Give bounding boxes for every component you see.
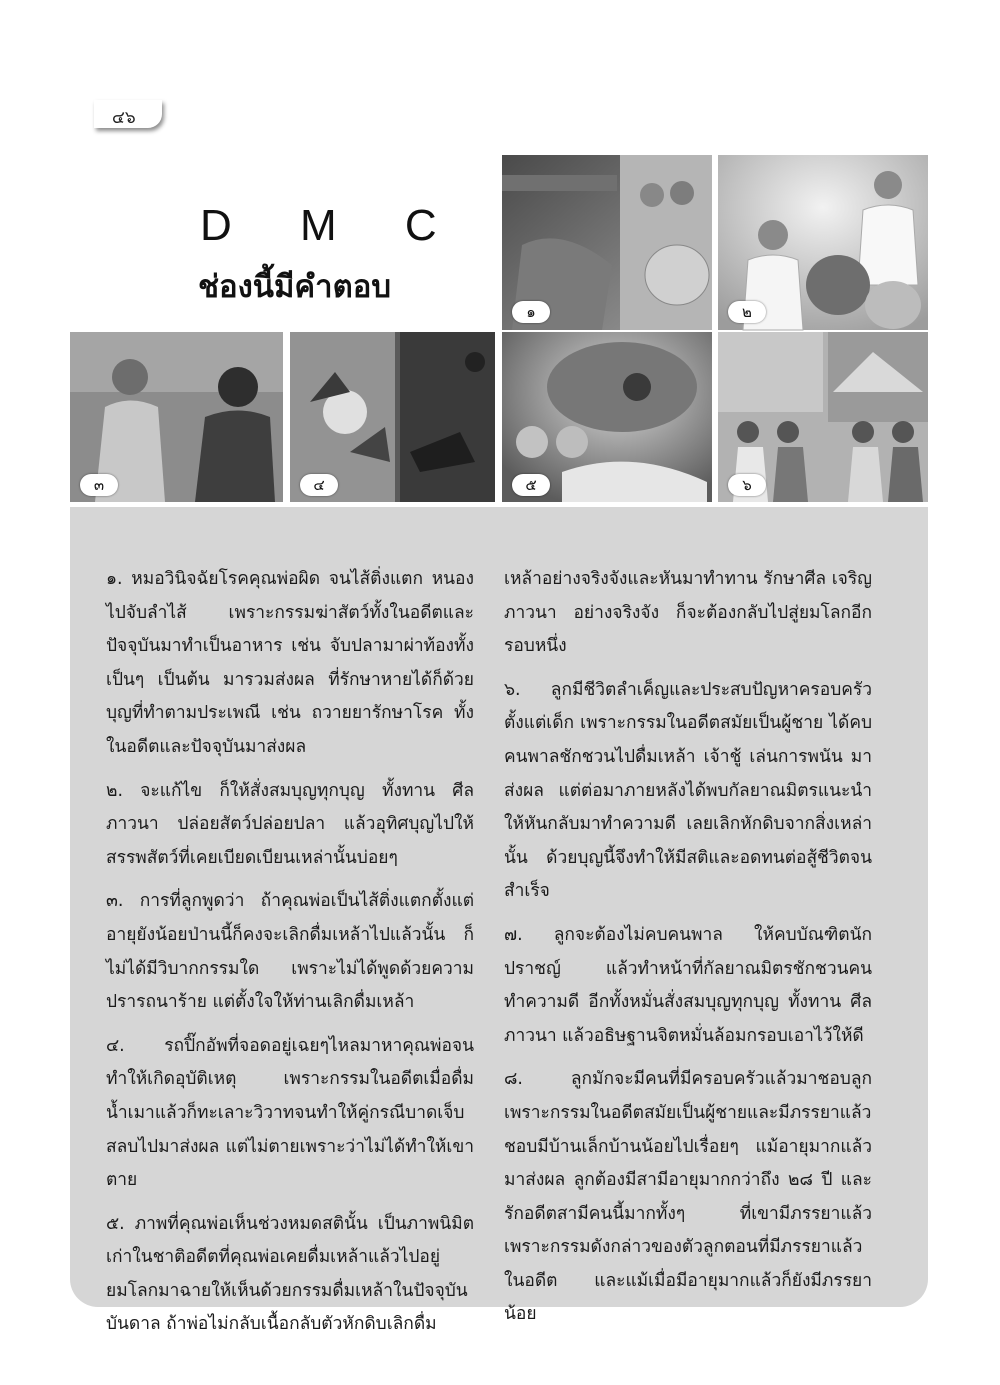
answer-paragraph: ๒. จะแก้ไข ก็ให้สั่งสมบุญทุกบุญ ทั้งทาน ศีล ภาวนา ปล่อยสัตว์ปล่อยปลา แล้วอุทิศบุญไปให้สรรพสัตว์ที่เคยเบียดเบียนเหล่านั้นบ่อยๆ	[106, 780, 474, 868]
answer-paragraph: ๔. รถปิ๊กอัพที่จอดอยู่เฉยๆไหลมาหาคุณพ่อจนทำให้เกิดอุบัติเหตุ เพราะกรรมในอดีตเมื่อดื่มน้ำเมาแล้วก็ทะเลาะวิวาทจนทำให้คู่กรณีบาดเจ็บสลบไปมาส่งผล แต่ไม่ตายเพราะว่าไม่ได้ทำให้เขาตาย	[106, 1035, 474, 1191]
title-block	[70, 155, 500, 330]
page-title: D M C	[200, 201, 465, 250]
panel-3-number: ๓	[80, 474, 118, 496]
text-column-right	[504, 563, 872, 1342]
page-subtitle: ช่องนี้มีคำตอบ	[198, 269, 391, 305]
illustration-area	[70, 155, 928, 507]
panel-1-number: ๑	[512, 301, 550, 323]
illustration-panel-1	[502, 155, 712, 330]
answer-paragraph: ๖. ลูกมีชีวิตลำเค็ญและประสบปัญหาครอบครัวตั้งแต่เด็ก เพราะกรรมในอดีตสมัยเป็นผู้ชาย ได้คบคนพาลชักชวนไปดื่มเหล้า เจ้าชู้ เล่นการพนัน มาส่งผล แต่ต่อมาภายหลังได้พบกัลยาณมิตรแนะนำให้หันกลับมาทำความดี เลยเลิกหักดิบจากสิ่งเหล่านั้น ด้วยบุญนี้จึงทำให้มีสติและอดทนต่อสู้ชีวิตจนสำเร็จ	[504, 679, 872, 902]
panel-4-number: ๔	[300, 474, 338, 496]
illustration-panel-5	[502, 332, 712, 502]
answer-paragraph: ๘. ลูกมักจะมีคนที่มีครอบครัวแล้วมาชอบลูก เพราะกรรมในอดีตสมัยเป็นผู้ชายและมีภรรยาแล้ว ชอบมีบ้านเล็กบ้านน้อยไปเรื่อยๆ แม้อายุมากแล้วมาส่งผล ลูกต้องมีสามีอายุมากกว่าถึง ๒๘ ปี และรักอดีตสามีคนนี้มากทั้งๆ ที่เขามีภรรยาแล้ว เพราะกรรมดังกล่าวของตัวลูกตอนที่มีภรรยาแล้วในอดีต และแม้เมื่อมีอายุมากแล้วก็ยังมีภรรยาน้อย	[504, 1069, 872, 1325]
panel-2-number: ๒	[728, 301, 766, 323]
answer-paragraph: ๗. ลูกจะต้องไม่คบคนพาล ให้คบบัณฑิตนักปราชญ์ แล้วทำหน้าที่กัลยาณมิตรชักชวนคนทำความดี อีกทั้งหมั่นสั่งสมบุญทุกบุญ ทั้งทาน ศีล ภาวนา แล้วอธิษฐานจิตหมั่นล้อมกรอบเอาไว้ให้ดี	[504, 924, 872, 1046]
illustration-panel-3	[70, 332, 283, 502]
text-column-left	[106, 563, 474, 1352]
illustration-panel-6	[718, 332, 928, 502]
answer-paragraph: ๑. หมอวินิจฉัยโรคคุณพ่อผิด จนไส้ติ่งแตก หนองไปจับลำไส้ เพราะกรรมฆ่าสัตว์ทั้งในอดีตและปัจจุบันมาทำเป็นอาหาร เช่น จับปลามาผ่าท้องทั้งเป็นๆ เป็นต้น มารวมส่งผล ที่รักษาหายได้ก็ด้วยบุญที่ทำตามประเพณี เช่น ถวายยารักษาโรค ทั้งในอดีตและปัจจุบันมาส่งผล	[106, 569, 474, 757]
page-number: ๔๖	[112, 108, 136, 128]
illustration-panel-4	[290, 332, 495, 502]
answer-paragraph: เหล้าอย่างจริงจังและหันมาทำทาน รักษาศีล เจริญภาวนา อย่างจริงจัง ก็จะต้องกลับไปสู่ยมโลกอีกรอบหนึ่ง	[504, 569, 872, 657]
content-card	[70, 155, 928, 1335]
answer-paragraph: ๓. การที่ลูกพูดว่า ถ้าคุณพ่อเป็นไส้ติ่งแตกตั้งแต่อายุยังน้อยป่านนี้ก็คงจะเลิกดื่มเหล้าไปแล้วนั้น ก็ไม่ได้มีวิบากกรรมใด เพราะไม่ได้พูดด้วยความปรารถนาร้าย แต่ตั้งใจให้ท่านเลิกดื่มเหล้า	[106, 891, 474, 1013]
page-number-tab	[94, 100, 162, 128]
panel-5-number: ๕	[512, 474, 550, 496]
illustration-panel-2	[718, 155, 928, 330]
answer-paragraph: ๕. ภาพที่คุณพ่อเห็นช่วงหมดสตินั้น เป็นภาพนิมิตเก่าในชาติอดีตที่คุณพ่อเคยดื่มเหล้าแล้วไปอยู่ยมโลกมาฉายให้เห็นด้วยกรรมดื่มเหล้าในปัจจุบันบันดาล ถ้าพ่อไม่กลับเนื้อกลับตัวหักดิบเลิกดื่ม	[106, 1213, 474, 1335]
panel-6-number: ๖	[728, 474, 766, 496]
